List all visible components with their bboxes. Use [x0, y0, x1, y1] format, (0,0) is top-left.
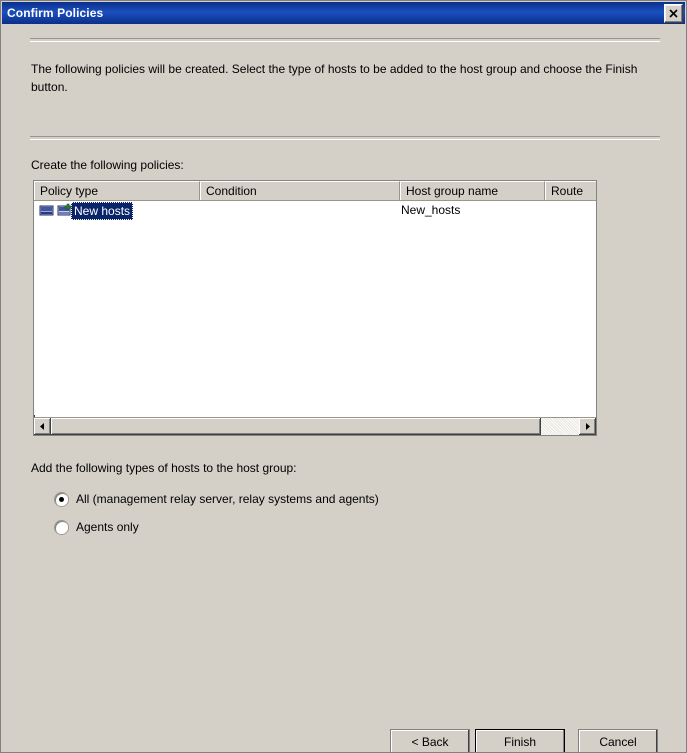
horizontal-scrollbar[interactable]: [34, 417, 596, 435]
scroll-left-icon[interactable]: [34, 418, 51, 435]
back-button[interactable]: < Back: [390, 729, 470, 753]
radio-all-indicator[interactable]: [55, 493, 68, 506]
policies-list[interactable]: [33, 180, 597, 436]
title-bar: [2, 2, 685, 24]
divider-top: [30, 38, 660, 42]
divider-middle: [30, 136, 660, 140]
cancel-button[interactable]: Cancel: [578, 729, 658, 753]
radio-option-agents-only[interactable]: [55, 520, 139, 534]
scrollbar-track[interactable]: [51, 418, 579, 435]
intro-text: The following policies will be created. Select the type of hosts to be added to the host group and choose the Finish button.: [31, 62, 638, 94]
radio-agents-only-label: Agents only: [76, 520, 139, 534]
row-host-group-name: New_hosts: [401, 203, 461, 217]
column-header-policy-type[interactable]: Policy type: [34, 181, 200, 200]
list-body: [34, 201, 596, 415]
column-header-condition[interactable]: Condition: [200, 181, 400, 200]
table-row[interactable]: [34, 201, 596, 221]
radio-all-label: All (management relay server, relay systems and agents): [76, 492, 379, 506]
column-header-host-group-name[interactable]: Host group name: [400, 181, 545, 200]
dialog-body: [2, 24, 685, 751]
row-policy-type[interactable]: New hosts: [71, 202, 133, 220]
finish-button[interactable]: Finish: [475, 729, 565, 753]
close-icon[interactable]: [664, 4, 683, 23]
radio-agents-only-indicator[interactable]: [55, 521, 68, 534]
add-hosts-label: Add the following types of hosts to the host group:: [31, 461, 297, 475]
scroll-right-icon[interactable]: [579, 418, 596, 435]
policy-icons: [39, 203, 73, 219]
list-header-row: [34, 181, 596, 201]
host-group-icon: [39, 203, 55, 219]
new-hosts-icon: [56, 203, 72, 219]
window-title: Confirm Policies: [7, 6, 104, 20]
scrollbar-thumb[interactable]: [51, 418, 541, 435]
radio-option-all[interactable]: [55, 492, 379, 506]
column-header-route[interactable]: Route: [545, 181, 596, 200]
create-policies-label: Create the following policies:: [31, 158, 184, 172]
